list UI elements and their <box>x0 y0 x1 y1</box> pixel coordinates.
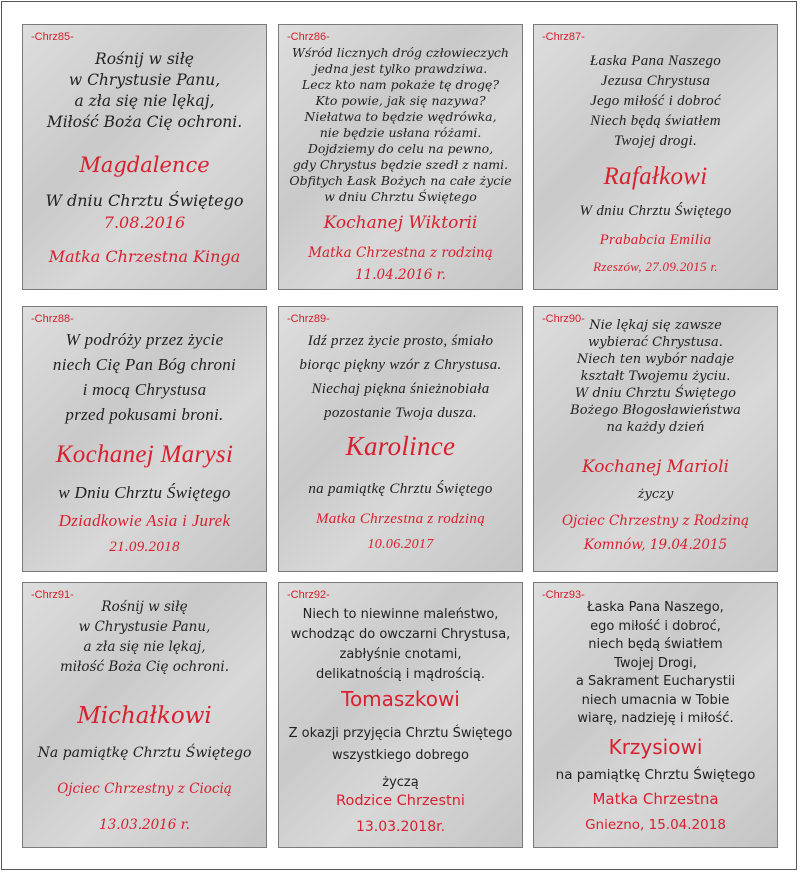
plate-chrz93 <box>533 582 778 848</box>
plate-code: -Chrz89- <box>287 313 330 325</box>
date-text: 21.09.2018 <box>109 539 180 555</box>
plate-chrz86 <box>278 24 523 290</box>
date-text: 13.03.2016 r. <box>99 817 190 833</box>
sender-text: Dziadkowie Asia i Jurek <box>58 511 231 530</box>
recipient-name: Kochanej Wiktorii <box>323 213 478 233</box>
verse-line: W podróży przez życie <box>65 330 224 349</box>
plate-verse <box>279 45 522 205</box>
plate-verse <box>23 327 266 427</box>
occasion-text: Na pamiątkę Chrztu Świętego <box>37 745 252 761</box>
verse-line: miłość Boża Cię ochroni. <box>59 659 230 675</box>
occasion-text: w Dniu Chrztu Świętego <box>58 483 231 502</box>
occasion-text: W dniu Chrztu Świętego <box>45 191 244 210</box>
plate-verse <box>534 51 777 151</box>
wish-text: życzy <box>637 487 674 502</box>
plate-verse <box>23 597 266 677</box>
sender-text: Ojciec Chrzestny z Rodziną <box>561 513 750 529</box>
sender-text: Matka Chrzestna <box>592 790 719 808</box>
verse-line: Dojdziemy do celu na pewno, <box>307 141 494 156</box>
date-text: 7.08.2016 <box>103 213 186 232</box>
verse-line: Lecz kto nam pokaże tę drogę? <box>301 77 500 92</box>
verse-line: jedna jest tylko prawdziwa. <box>313 61 488 76</box>
plate-code: -Chrz86- <box>287 31 330 43</box>
verse-line: Rośnij w siłę <box>101 599 188 615</box>
verse-line: na każdy dzień <box>606 420 705 435</box>
verse-line: wchodząc do owczarni Chrystusa, <box>290 627 511 642</box>
recipient-name: Magdalence <box>79 153 210 177</box>
sender-text: Matka Chrzestna z rodziną <box>315 511 486 527</box>
verse-line: Niech to niewinne maleństwo, <box>302 607 499 622</box>
date-text: Rzeszów, 27.09.2015 r. <box>593 259 718 274</box>
verse-line: niech umacnia w Tobie <box>581 692 730 708</box>
verse-line: Nie lękaj się zawsze <box>589 318 722 333</box>
recipient-name: Krzysiowi <box>608 735 703 759</box>
occasion-text: W dniu Chrztu Świętego <box>579 203 732 219</box>
plate-verse <box>279 605 522 685</box>
recipient-name: Michałkowi <box>77 703 212 729</box>
recipient-name: Karolince <box>345 431 456 461</box>
verse-line: niech będą światłem <box>588 637 723 652</box>
verse-line: Idź przez życie prosto, śmiało <box>307 333 494 349</box>
verse-line: W dniu Chrztu Świętego <box>575 386 736 401</box>
verse-line: a zła się nie lękaj, <box>83 639 206 655</box>
verse-line: gdy Chrystus będzie szedł z nami. <box>292 157 509 172</box>
sender-text: Rodzice Chrzestni <box>336 793 465 809</box>
date-text: 13.03.2018r. <box>355 819 446 835</box>
verse-line: a zła się nie lękaj, <box>74 92 215 110</box>
recipient-name: Kochanej Marysi <box>55 441 234 468</box>
date-text: Komnów, 19.04.2015 <box>583 537 728 553</box>
verse-line: Twojej drogi. <box>613 133 698 149</box>
plate-verse <box>534 317 777 436</box>
verse-line: Łaska Pana Naszego <box>589 53 722 69</box>
recipient-name: Rafałkowi <box>603 163 708 190</box>
recipient-name: Kochanej Marioli <box>582 457 729 477</box>
verse-line: nie będzie usłana różami. <box>319 125 482 140</box>
verse-line: w Chrystusie Panu, <box>68 71 221 89</box>
plate-chrz89 <box>278 306 523 572</box>
verse-line: Bożego Błogosławieństwa <box>570 403 741 418</box>
verse-line: Niech będą światłem <box>590 113 721 129</box>
sender-text: Prababcia Emilia <box>599 232 712 248</box>
verse-line: ego miłość i dobroć, <box>590 618 721 634</box>
verse-line: biorąc piękny wzór z Chrystusa. <box>299 357 502 373</box>
verse-line: delikatnością i mądrością. <box>316 667 485 682</box>
sender-text: Matka Chrzestna Kinga <box>48 247 241 266</box>
plate-verse <box>23 49 266 133</box>
verse-line: Niełatwa to będzie wędrówka, <box>304 109 497 124</box>
plate-code: -Chrz87- <box>542 31 585 43</box>
verse-line: Twojej Drogi, <box>614 655 697 671</box>
date-text: 10.06.2017 <box>367 537 434 552</box>
plate-code: -Chrz91- <box>31 589 74 601</box>
verse-line: Niech ten wybór nadaje <box>576 352 735 367</box>
verse-line: pozostanie Twoja dusza. <box>324 405 477 421</box>
plate-code: -Chrz93- <box>542 589 585 601</box>
occasion-line: Z okazji przyjęcia Chrztu Świętego <box>288 726 513 741</box>
verse-line: Kto powie, jak się nazywa? <box>315 93 486 108</box>
plate-chrz92 <box>278 582 523 848</box>
verse-line: Obfitych Łask Bożych na całe życie <box>289 173 512 188</box>
verse-line: wiarę, nadzieję i miłość. <box>577 711 734 726</box>
plate-verse <box>279 329 522 425</box>
sender-text: Matka Chrzestna z rodziną <box>308 245 493 261</box>
recipient-name: Tomaszkowi <box>341 687 460 711</box>
sender-text: Ojciec Chrzestny z Ciocią <box>57 781 232 797</box>
occasion-line: wszystkiego dobrego <box>332 748 469 763</box>
plate-chrz91 <box>22 582 267 848</box>
verse-line: Wśród licznych dróg człowieczych <box>292 45 509 60</box>
verse-line: Łaska Pana Naszego, <box>587 600 724 615</box>
occasion-text <box>279 723 522 767</box>
verse-line: Jego miłość i dobroć <box>590 93 721 109</box>
verse-line: Miłość Boża Cię ochroni. <box>46 113 243 131</box>
verse-line: zabłyśnie cnotami, <box>339 647 462 662</box>
occasion-text: na pamiątkę Chrztu Świętego <box>555 767 756 783</box>
date-text: 11.04.2016 r. <box>355 267 446 283</box>
plate-code: -Chrz90- <box>542 313 585 325</box>
wish-text: życzą <box>382 775 419 790</box>
verse-line: niech Cię Pan Bóg chroni <box>52 355 237 374</box>
plate-code: -Chrz85- <box>31 31 74 43</box>
verse-line: wybierać Chrystusa. <box>588 335 723 350</box>
plate-chrz85 <box>22 24 267 290</box>
plate-chrz88 <box>22 306 267 572</box>
verse-line: Jezusa Chrystusa <box>600 73 711 89</box>
verse-line: a Sakrament Eucharystii <box>575 674 736 689</box>
plate-code: -Chrz92- <box>287 589 330 601</box>
plate-chrz90 <box>533 306 778 572</box>
verse-line: Niechaj piękna śnieżnobiała <box>311 381 490 397</box>
plate-chrz87 <box>533 24 778 290</box>
verse-line: Rośnij w siłę <box>95 50 194 68</box>
date-text: Gniezno, 15.04.2018 <box>585 817 726 833</box>
plate-verse <box>534 599 777 729</box>
plate-code: -Chrz88- <box>31 313 74 325</box>
verse-line: kształt Twojemu życiu. <box>580 369 731 384</box>
verse-line: w dniu Chrztu Świętego <box>324 189 477 204</box>
occasion-text: na pamiątkę Chrztu Świętego <box>308 481 493 497</box>
verse-line: i mocą Chrystusa <box>82 380 207 399</box>
verse-line: w Chrystusie Panu, <box>78 619 211 635</box>
verse-line: przed pokusami broni. <box>65 405 224 424</box>
